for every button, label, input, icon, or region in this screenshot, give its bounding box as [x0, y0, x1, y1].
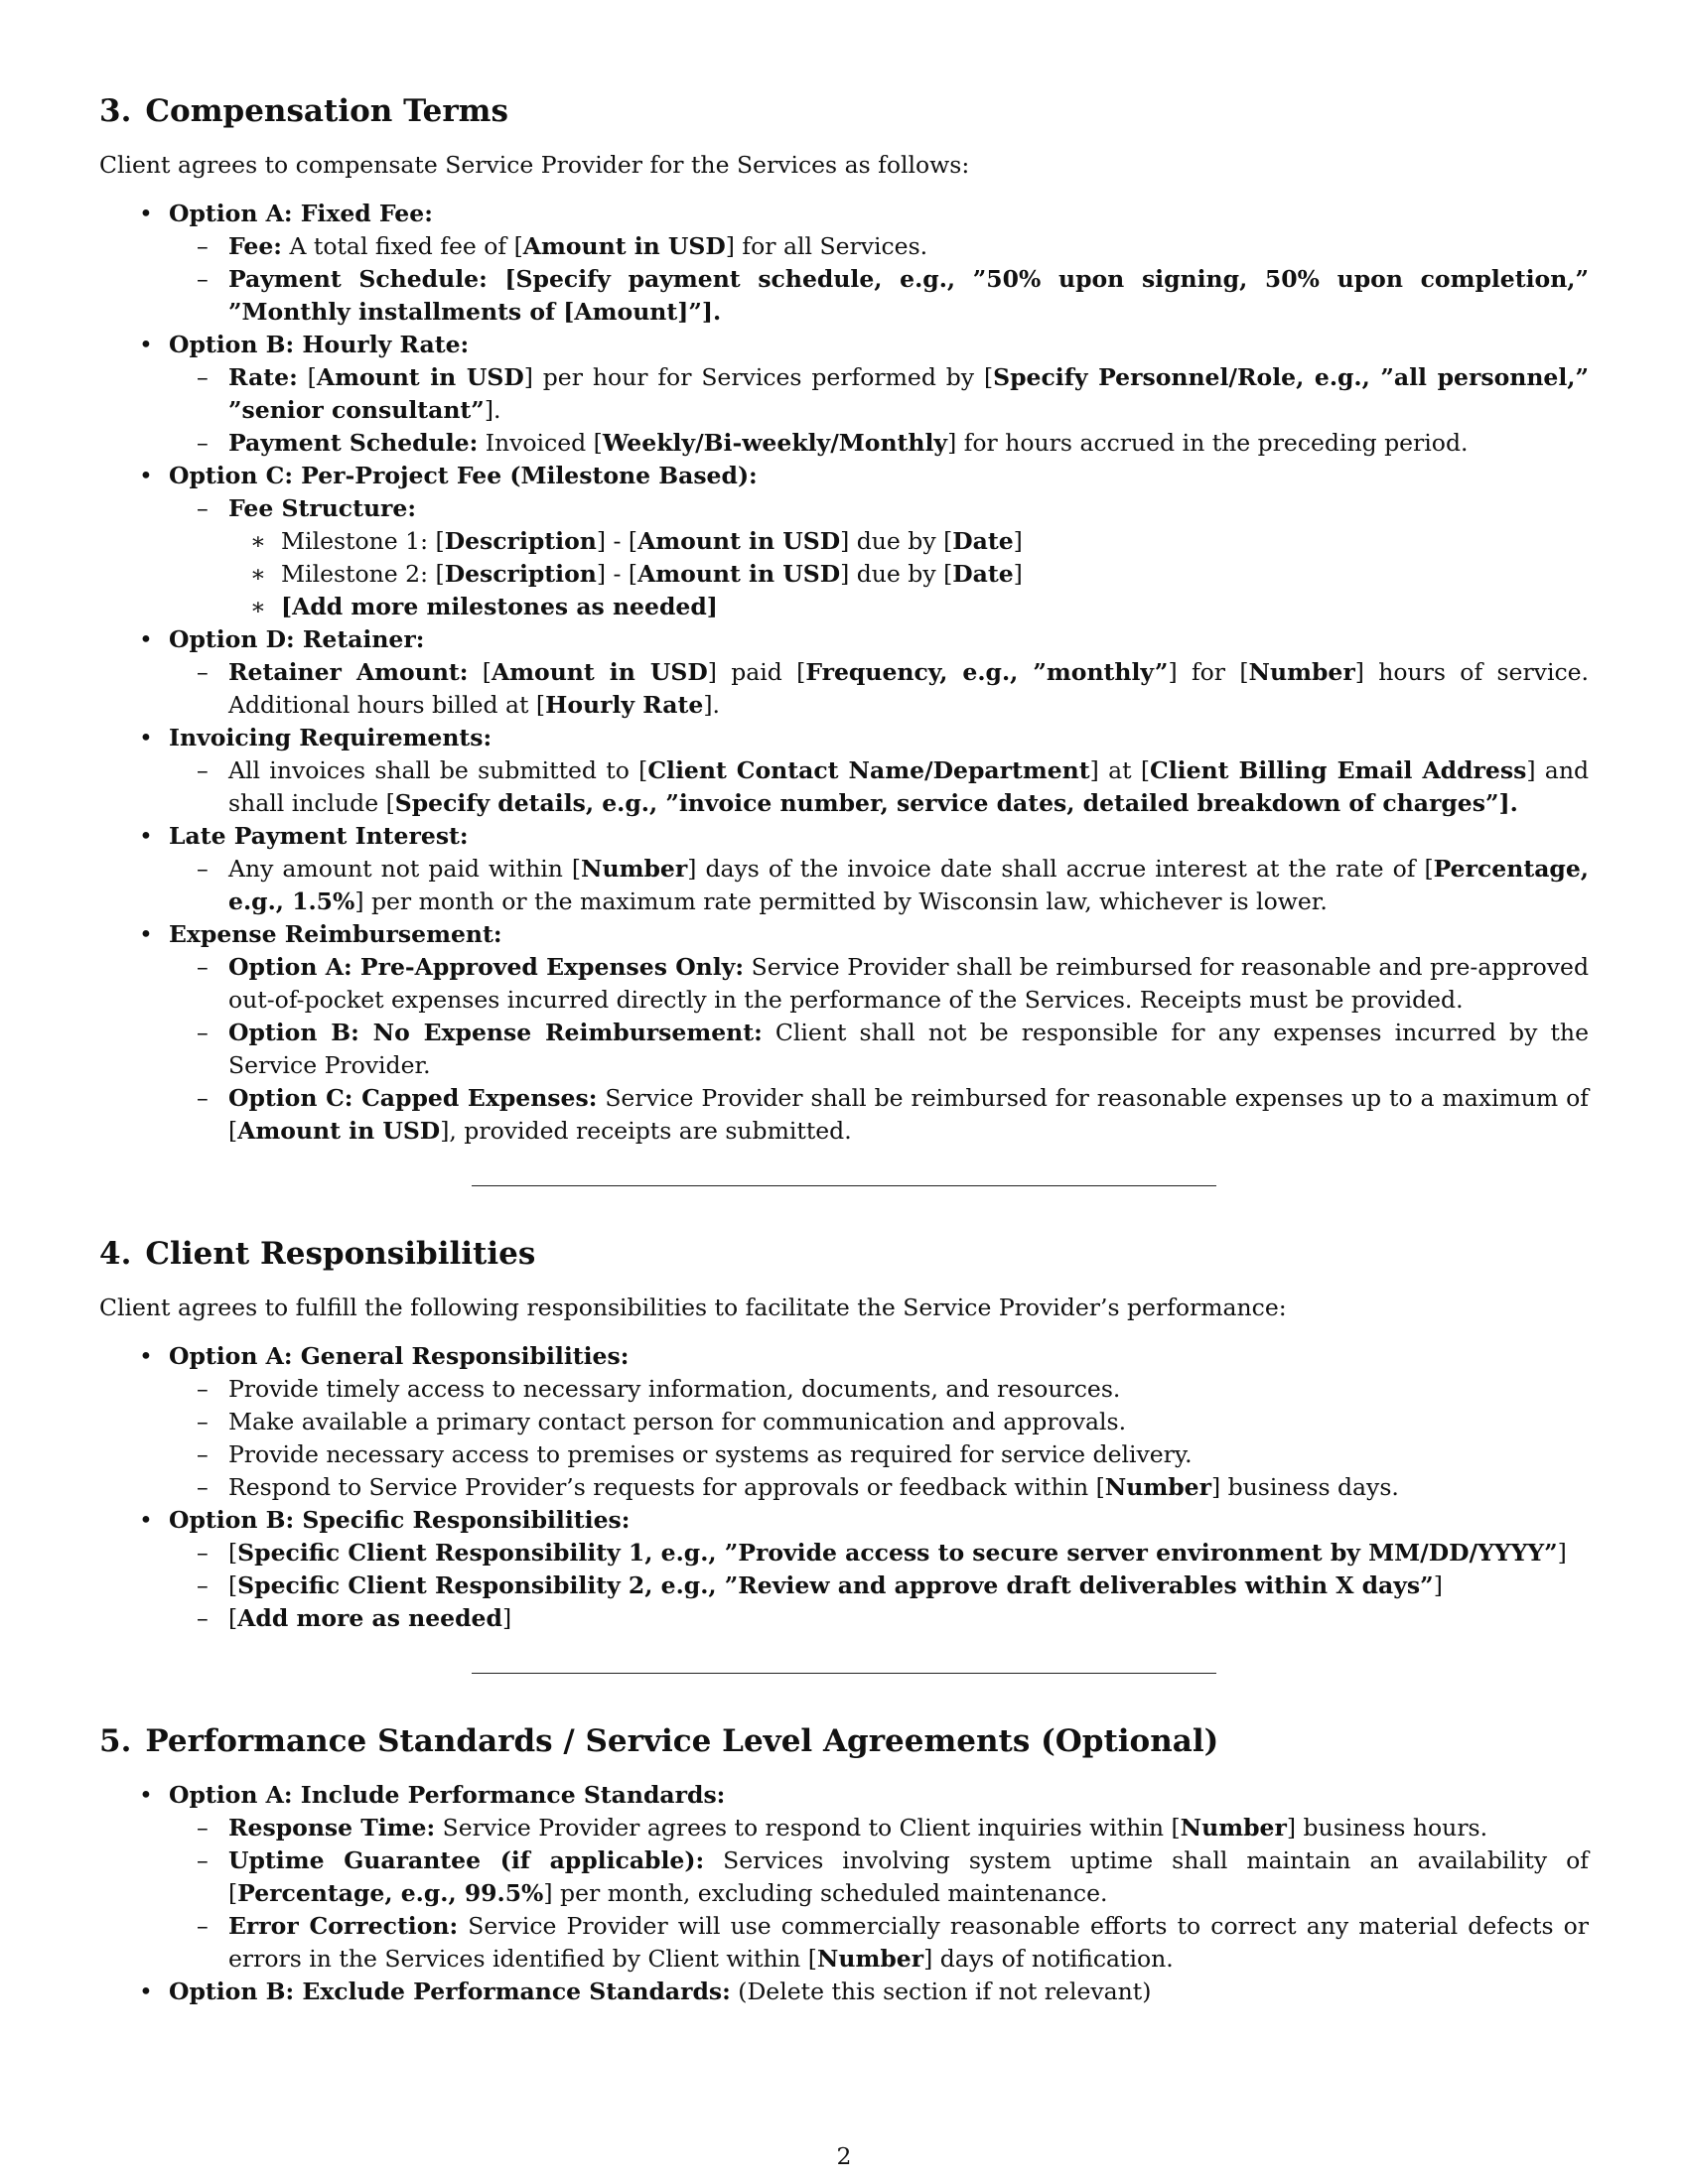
list-item: – Provide necessary access to premises or systems as required for service delivery.	[99, 1438, 1589, 1471]
list-item: • Late Payment Interest:	[99, 820, 1589, 853]
list-item: • Expense Reimbursement:	[99, 918, 1589, 951]
section-title: Client Responsibilities	[145, 1236, 536, 1272]
list-item: – Retainer Amount: [Amount in USD] paid [Frequency, e.g., ”monthly”] for [Number] hours of service. Additional hours billed at [Hourly Rate].	[197, 658, 1590, 719]
dash-marker: –	[197, 756, 209, 784]
list-item: – Fee: A total fixed fee of [Amount in USD] for all Services.	[99, 230, 1589, 263]
list-item: – [Specific Client Responsibility 1, e.g., ”Provide access to secure server environment by MM/DD/YYYY”]	[99, 1537, 1589, 1570]
bullet-marker: •	[139, 200, 153, 227]
section-5-heading	[99, 1721, 1589, 1761]
list-item: – Respond to Service Provider’s requests for approvals or feedback within [Number] business days.	[99, 1471, 1589, 1504]
asterisk-marker: ∗	[250, 527, 266, 555]
list-item: • Option B: Exclude Performance Standards: (Delete this section if not relevant)	[99, 1976, 1589, 2008]
bullet-marker: •	[139, 1506, 153, 1534]
dash-marker: –	[197, 1473, 209, 1501]
list-item: – Payment Schedule: Invoiced [Weekly/Bi-weekly/Monthly] for hours accrued in the preceding period.	[99, 427, 1589, 460]
responsibilities-list	[99, 1340, 1589, 1635]
list-item: – Any amount not paid within [Number] days of the invoice date shall accrue interest at the rate of [Percentage, e.g., 1.5%] per month or the maximum rate permitted by Wisconsin law, whichever is lower.	[197, 855, 1589, 915]
bullet-marker: •	[139, 1978, 153, 2005]
list-item: – Rate: [Amount in USD] per hour for Services performed by [Specify Personnel/Role, e.g., ”all personnel,” ”senior consultant”].	[197, 363, 1589, 424]
bullet-marker: •	[139, 331, 153, 358]
list-item: ∗ [Add more milestones as needed]	[99, 591, 1589, 623]
asterisk-marker: ∗	[250, 593, 266, 620]
bullet-marker: •	[139, 920, 153, 948]
list-item: – [Specific Client Responsibility 2, e.g., ”Review and approve draft deliverables within X days”]	[99, 1570, 1589, 1602]
dash-marker: –	[197, 658, 209, 686]
list-item: – Fee Structure:	[99, 492, 1589, 525]
dash-marker: –	[197, 1912, 209, 1940]
list-item: • Option A: Include Performance Standards:	[99, 1779, 1589, 1812]
list-item: – Payment Schedule: [Specify payment schedule, e.g., ”50% upon signing, 50% upon completion,” ”Monthly installments of [Amount]”].	[197, 265, 1589, 326]
dash-marker: –	[197, 1408, 209, 1435]
dash-marker: –	[197, 855, 209, 883]
list-item: – Make available a primary contact person for communication and approvals.	[99, 1406, 1589, 1438]
bullet-marker: •	[139, 822, 153, 850]
list-item: • Invoicing Requirements:	[99, 722, 1589, 754]
list-item: • Option D: Retainer:	[99, 623, 1589, 656]
dash-marker: –	[197, 1571, 209, 1599]
section-number: 3.	[99, 93, 132, 129]
section-3-heading	[99, 91, 1589, 131]
section-4-intro: Client agrees to fulfill the following responsibilities to facilitate the Service Provider’s performance:	[99, 1294, 1287, 1321]
section-title: Performance Standards / Service Level Agreements (Optional)	[145, 1723, 1219, 1759]
dash-marker: –	[197, 1375, 209, 1403]
list-item: ∗ Milestone 2: [Description] - [Amount in USD] due by [Date]	[99, 558, 1589, 591]
section-4-heading	[99, 1234, 1589, 1274]
bullet-marker: •	[139, 724, 153, 751]
section-number: 5.	[99, 1723, 132, 1759]
bullet-marker: •	[139, 1781, 153, 1809]
list-item: • Option B: Specific Responsibilities:	[99, 1504, 1589, 1537]
section-3-intro: Client agrees to compensate Service Provider for the Services as follows:	[99, 151, 970, 179]
list-item: – Uptime Guarantee (if applicable): Services involving system uptime shall maintain an availability of [Percentage, e.g., 99.5%] per month, excluding scheduled maintenance.	[197, 1846, 1589, 1907]
dash-marker: –	[197, 953, 209, 981]
list-item: – All invoices shall be submitted to [Client Contact Name/Department] at [Client Billing Email Address] and shall include [Specify details, e.g., ”invoice number, service dates, detailed breakdown of charges”].	[197, 756, 1589, 817]
dash-marker: –	[197, 1814, 209, 1842]
dash-marker: –	[197, 1846, 209, 1874]
section-divider	[472, 1673, 1216, 1674]
dash-marker: –	[197, 1539, 209, 1567]
list-item: – Option B: No Expense Reimbursement: Client shall not be responsible for any expenses incurred by the Service Provider.	[197, 1019, 1589, 1079]
list-item: – Option C: Capped Expenses: Service Provider shall be reimbursed for reasonable expenses up to a maximum of [Amount in USD], provided receipts are submitted.	[197, 1084, 1589, 1145]
dash-marker: –	[197, 265, 209, 293]
list-item: – Provide timely access to necessary information, documents, and resources.	[99, 1373, 1589, 1406]
performance-list	[99, 1779, 1589, 2008]
dash-marker: –	[197, 363, 209, 391]
dash-marker: –	[197, 429, 209, 457]
bullet-marker: •	[139, 625, 153, 653]
list-item: – Response Time: Service Provider agrees to respond to Client inquiries within [Number] business hours.	[99, 1812, 1589, 1844]
list-item: • Option A: General Responsibilities:	[99, 1340, 1589, 1373]
document-page	[99, 91, 1589, 2008]
dash-marker: –	[197, 1084, 209, 1112]
list-item: ∗ Milestone 1: [Description] - [Amount in USD] due by [Date]	[99, 525, 1589, 558]
section-number: 4.	[99, 1236, 132, 1272]
section-divider	[472, 1185, 1216, 1186]
list-item: • Option B: Hourly Rate:	[99, 329, 1589, 361]
dash-marker: –	[197, 1019, 209, 1046]
list-item: • Option A: Fixed Fee:	[99, 198, 1589, 230]
list-item: • Option C: Per-Project Fee (Milestone Based):	[99, 460, 1589, 492]
bullet-marker: •	[139, 462, 153, 489]
list-item: – Error Correction: Service Provider will use commercially reasonable efforts to correct any material defects or errors in the Services identified by Client within [Number] days of notification.	[197, 1912, 1590, 1973]
asterisk-marker: ∗	[250, 560, 266, 588]
page-number: 2	[836, 2142, 852, 2170]
dash-marker: –	[197, 1440, 209, 1468]
section-title: Compensation Terms	[145, 93, 508, 129]
list-item: – Option A: Pre-Approved Expenses Only: Service Provider shall be reimbursed for reasonable and pre-approved out-of-pocket expenses incurred directly in the performance of the Services. Receipts must be provided.	[197, 953, 1589, 1014]
bullet-marker: •	[139, 1342, 153, 1370]
dash-marker: –	[197, 494, 209, 522]
list-item: – [Add more as needed]	[99, 1602, 1589, 1635]
dash-marker: –	[197, 232, 209, 260]
compensation-list	[99, 198, 1589, 1148]
dash-marker: –	[197, 1604, 209, 1632]
